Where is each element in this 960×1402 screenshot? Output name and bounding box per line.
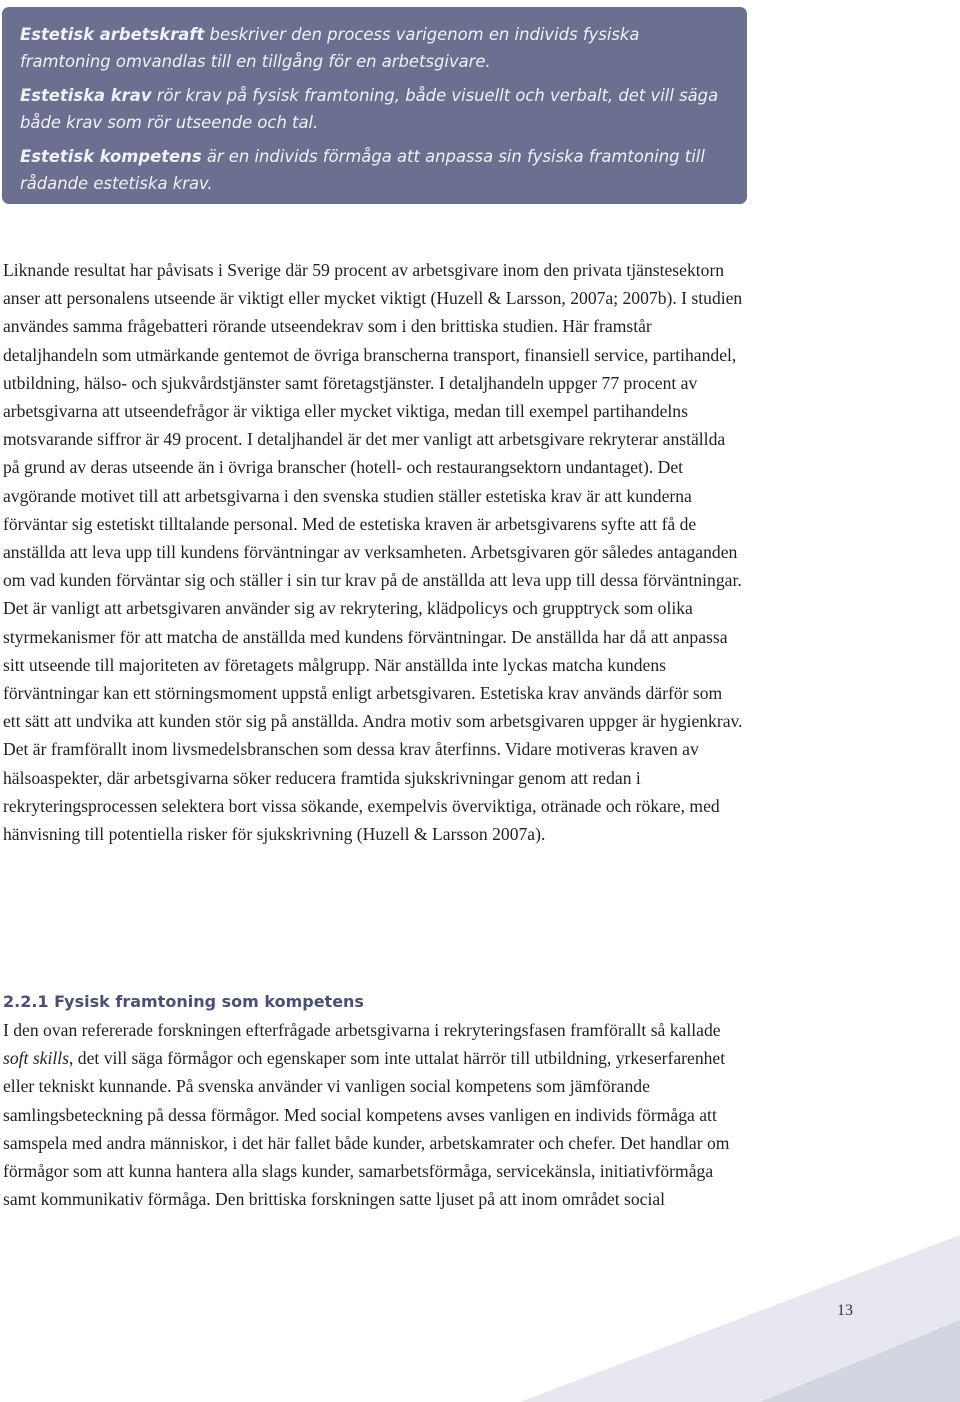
body-paragraph-1: Liknande resultat har påvisats i Sverige där 59 procent av arbetsgivare inom den privata tjänstesektorn anser att personalens utseende är viktigt eller mycket viktigt (Huzell & Larsson, 2007a; 2007b). I studien användes samma frågebatteri rörande utseendekrav som i den brittiska studien. Här framstår detaljhandeln som utmärkande gentemot de övriga branscherna transport, finansiell service, partihandel, utbildning, hälso- och sjukvårdstjänster samt företagstjänster. I detaljhandeln uppger 77 procent av arbetsgivarna att utseendefrågor är viktiga eller mycket viktiga, medan till exempel partihandelns motsvarande siffror är 49 procent. I detaljhandel är det mer vanligt att arbetsgivare rekryterar anställda på grund av deras utseende än i övriga branscher (hotell- och restaurangsektorn undantaget). Det avgörande motivet till att arbetsgivarna i den svenska studien ställer estetiska krav är att kunderna förväntar sig estetiskt tilltalande personal. Med de estetiska kraven är arbetsgivarens syfte att få de anställda att leva upp till kundens förväntningar av verksamheten. Arbetsgivaren gör således antaganden om vad kunden förväntar sig och ställer i sin tur krav på de anställda att leva upp till dessa förväntningar. Det är vanligt att arbetsgivaren använder sig av rekrytering, klädpolicys och grupptryck som olika styrmekanismer för att matcha de anställda med kundens förväntningar. De anställda har då att anpassa sitt utseende till majoriteten av företagets målgrupp. När anställda inte lyckas matcha kundens förväntningar kan ett störningsmoment uppstå enligt arbetsgivaren. Estetiska krav används därför som ett sätt att undvika att kunden stör sig på anställda. Andra motiv som arbetsgivaren uppger är hygienkrav. Det är framförallt inom livsmedelsbranschen som dessa krav återfinns. Vidare motiveras kraven av hälsoaspekter, där arbetsgivarna söker reducera framtida sjukskrivningar genom att redan i rekryteringsprocessen selektera bort vissa sökande, exempelvis överviktiga, otränade och rökare, med hänvisning till potentiella risker för sjukskrivning (Huzell & Larsson 2007a).: [3, 260, 743, 845]
page-number: 13: [837, 1302, 853, 1319]
paragraph-text: I den ovan refererade forskningen efterfrågade arbetsgivarna i rekryteringsfasen framförallt så kallade: [3, 1020, 721, 1040]
term-aesthetic-labour: Estetisk arbetskraft: [20, 25, 205, 44]
section-heading: 2.2.1 Fysisk framtoning som kompetens: [3, 992, 364, 1011]
paragraph-text: , det vill säga förmågor och egenskaper som inte uttalat härrör till utbildning, yrkeserfarenhet eller tekniskt kunnande. På svenska använder vi vanligen social kompetens som jämförande samlingsbeteckning på dessa förmågor. Med social kompetens avses vanligen en individs förmåga att samspela med andra människor, i det här fallet både kunder, arbetskamrater och chefer. Det handlar om förmågor som att kunna hantera alla slags kunder, samarbetsförmåga, servicekänsla, initiativförmåga samt kommunikativ förmåga. Den brittiska forskningen satte ljuset på att inom området social: [3, 1048, 730, 1210]
term-aesthetic-competence: Estetisk kompetens: [20, 146, 202, 166]
definition-text: rör krav på fysisk framtoning, både visuellt och verbalt, det vill säga både krav som rör utseende och tal.: [20, 85, 719, 133]
definition-text: beskriver den process varigenom en individs fysiska framtoning omvandlas till en tillgång för en arbetsgivare.: [20, 25, 640, 72]
term-aesthetic-requirements: Estetiska krav: [20, 85, 152, 105]
definition-text: är en individs förmåga att anpassa sin fysiska framtoning till rådande estetiska krav.: [20, 146, 705, 194]
soft-skills-term: soft skills: [3, 1048, 69, 1069]
